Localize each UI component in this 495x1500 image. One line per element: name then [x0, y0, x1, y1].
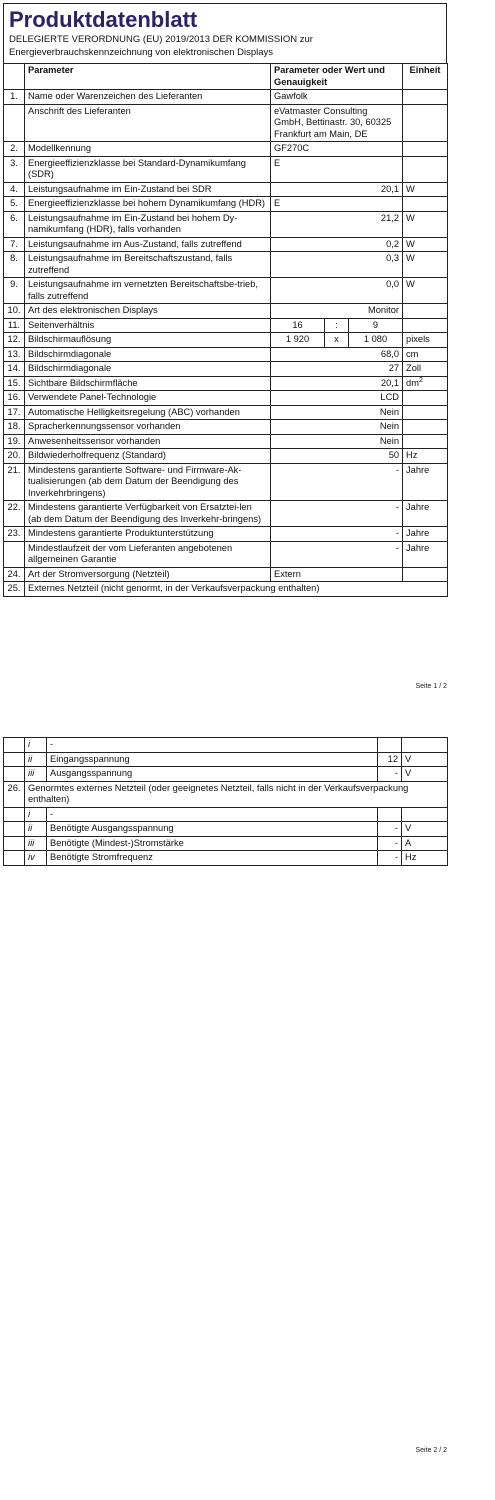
table-row [4, 391, 448, 406]
title-box [3, 3, 447, 63]
row-num: 5. [4, 197, 25, 212]
row-unit [403, 434, 448, 449]
unit-superscript: 2 [418, 376, 423, 384]
row-separator: x [325, 333, 349, 348]
row-unit: V [402, 767, 448, 782]
row-label: Energieeffizienzklasse bei hohem Dynamikumfang (HDR) [25, 197, 271, 212]
row-label: Eingangsspannung [47, 752, 378, 767]
table-row [4, 541, 448, 567]
row-value: eVatmaster Consulting GmbH, Bettinastr. 30, 60325 Frankfurt am Main, DE [271, 104, 403, 142]
row-label: Anschrift des Lieferanten [25, 104, 271, 142]
row-value: E [271, 156, 403, 182]
row-unit [403, 405, 448, 420]
row-value [378, 807, 402, 822]
table-row [4, 781, 448, 807]
header-param: Parameter [25, 64, 271, 90]
row-unit [402, 807, 448, 822]
row-unit: cm [403, 347, 448, 362]
row-num [4, 104, 25, 142]
row-value: E [271, 197, 403, 212]
row-value: GF270C [271, 142, 403, 157]
page-footer-2: Seite 2 / 2 [415, 1447, 447, 1454]
header-value: Parameter oder Wert und Genauigkeit [271, 64, 403, 90]
row-label: Leistungsaufnahme im Aus-Zustand, falls zutreffend [25, 237, 271, 252]
row-label: Benötigte Ausgangsspannung [47, 822, 378, 837]
row-num: 14. [4, 362, 25, 377]
row-num: 25. [4, 582, 25, 597]
row-value: Nein [271, 405, 403, 420]
row-label: Leistungsaufnahme im vernetzten Bereitschaftsbe-trieb, falls zutreffend [25, 278, 271, 304]
row-num: 21. [4, 463, 25, 501]
row-unit [403, 420, 448, 435]
table-row [4, 252, 448, 278]
table-row [4, 333, 448, 348]
row-label: Benötigte (Mindest-)Stromstärke [47, 836, 378, 851]
row-num: 11. [4, 318, 25, 333]
row-num: 3. [4, 156, 25, 182]
row-value: Nein [271, 420, 403, 435]
table-row [4, 156, 448, 182]
header-unit: Einheit [403, 64, 448, 90]
row-num: 7. [4, 237, 25, 252]
row-num: 6. [4, 211, 25, 237]
row-unit [403, 104, 448, 142]
row-num: 17. [4, 405, 25, 420]
row-value: 21,2 [271, 211, 403, 237]
table-row [4, 278, 448, 304]
row-value: - [271, 541, 403, 567]
row-label: Bildschirmauflösung [25, 333, 271, 348]
table-row [4, 582, 448, 597]
row-unit: Hz [403, 449, 448, 464]
row-value-2: 9 [349, 318, 403, 333]
row-value: - [271, 527, 403, 542]
row-sub-index: ii [25, 752, 47, 767]
row-unit: W [403, 252, 448, 278]
row-sub-index: iii [25, 836, 47, 851]
intro-line-2: Energieverbrauchskennzeichnung von elektronischen Displays [9, 47, 274, 58]
row-label: Bildwiederholfrequenz (Standard) [25, 449, 271, 464]
table-row [4, 449, 448, 464]
row-value: - [271, 463, 403, 501]
row-label: Ausgangsspannung [47, 767, 378, 782]
table-row [4, 237, 448, 252]
row-unit: Zoll [403, 362, 448, 377]
row-label: Bildschirmdiagonale [25, 347, 271, 362]
row-label: Art der Stromversorgung (Netzteil) [25, 567, 271, 582]
row-unit: pixels [403, 333, 448, 348]
table-row [4, 347, 448, 362]
row-num: 1. [4, 90, 25, 105]
row-unit: W [403, 211, 448, 237]
page-2 [3, 737, 447, 1497]
row-unit [403, 318, 448, 333]
row-unit: A [402, 836, 448, 851]
row-value: Gawfolk [271, 90, 403, 105]
table-row [4, 501, 448, 527]
row-label: - [47, 738, 378, 753]
table-row [4, 822, 448, 837]
row-label: Mindestens garantierte Software- und Firmware-Ak-tualisierungen (ab dem Datum der Beendigung des Inverkehrbringens) [25, 463, 271, 501]
row-label: Mindestens garantierte Produktunterstützung [25, 527, 271, 542]
data-table-page-2 [3, 737, 448, 866]
row-num [4, 822, 25, 837]
row-unit: V [402, 822, 448, 837]
row-label: Mindestlaufzeit der vom Lieferanten angebotenen allgemeinen Garantie [25, 541, 271, 567]
row-value: Extern [271, 567, 403, 582]
row-unit [403, 197, 448, 212]
row-unit: W [403, 182, 448, 197]
row-unit: W [403, 278, 448, 304]
row-value-1: 16 [271, 318, 325, 333]
row-sub-index: ii [25, 822, 47, 837]
table-row [4, 807, 448, 822]
row-label: Anwesenheitssensor vorhanden [25, 434, 271, 449]
row-num: 4. [4, 182, 25, 197]
table-row [4, 104, 448, 142]
row-label: Spracherkennungssensor vorhanden [25, 420, 271, 435]
row-num [4, 738, 25, 753]
row-num: 19. [4, 434, 25, 449]
row-label: Genormtes externes Netzteil (oder geeignetes Netzteil, falls nicht in der Verkaufsverpackung enthalten) [25, 781, 448, 807]
row-label: Benötigte Stromfrequenz [47, 851, 378, 866]
table-row [4, 405, 448, 420]
row-num [4, 807, 25, 822]
table-row [4, 767, 448, 782]
table-row [4, 90, 448, 105]
row-num: 9. [4, 278, 25, 304]
row-num: 13. [4, 347, 25, 362]
row-value-2: 1 080 [349, 333, 403, 348]
row-unit: Jahre [403, 463, 448, 501]
row-label: Sichtbare Bildschirmfläche [25, 376, 271, 391]
page-1 [3, 3, 447, 693]
row-value: - [378, 836, 402, 851]
row-unit: Hz [402, 851, 448, 866]
table-row [4, 182, 448, 197]
row-num [4, 752, 25, 767]
table-row [4, 211, 448, 237]
unit-base: dm [406, 377, 419, 388]
row-label: Seitenverhältnis [25, 318, 271, 333]
row-label: Automatische Helligkeitsregelung (ABC) vorhanden [25, 405, 271, 420]
row-unit: Jahre [403, 501, 448, 527]
row-sub-index: iv [25, 851, 47, 866]
row-num [4, 767, 25, 782]
row-num: 8. [4, 252, 25, 278]
table-header [4, 64, 448, 90]
row-value: - [271, 501, 403, 527]
row-value: 20,1 [271, 182, 403, 197]
row-value: Nein [271, 434, 403, 449]
table-row [4, 142, 448, 157]
row-value: 20,1 [271, 376, 403, 391]
row-num: 16. [4, 391, 25, 406]
row-num: 20. [4, 449, 25, 464]
table-row [4, 836, 448, 851]
row-unit: Jahre [403, 527, 448, 542]
table-row [4, 434, 448, 449]
document-title: Produktdatenblatt [9, 7, 198, 32]
row-value [378, 738, 402, 753]
row-num: 22. [4, 501, 25, 527]
row-num: 18. [4, 420, 25, 435]
row-label: Leistungsaufnahme im Bereitschaftszustand, falls zutreffend [25, 252, 271, 278]
table-row [4, 376, 448, 391]
row-unit: W [403, 237, 448, 252]
row-unit [403, 391, 448, 406]
data-table-page-1 [3, 63, 448, 597]
row-label: - [47, 807, 378, 822]
row-value: 50 [271, 449, 403, 464]
row-label: Energieeffizienzklasse bei Standard-Dynamikumfang (SDR) [25, 156, 271, 182]
page-footer-1: Seite 1 / 2 [415, 683, 447, 690]
row-label: Art des elektronischen Displays [25, 304, 271, 319]
table-row [4, 463, 448, 501]
table-row [4, 738, 448, 753]
row-unit [403, 567, 448, 582]
row-label: Leistungsaufnahme im Ein-Zustand bei hohem Dy-namikumfang (HDR), falls vorhanden [25, 211, 271, 237]
row-num: 10. [4, 304, 25, 319]
row-label: Externes Netzteil (nicht genormt, in der Verkaufsverpackung enthalten) [25, 582, 448, 597]
row-value: - [378, 851, 402, 866]
header-num [4, 64, 25, 90]
table-row [4, 318, 448, 333]
row-unit [403, 376, 448, 391]
row-num [4, 836, 25, 851]
row-value: - [378, 767, 402, 782]
row-sub-index: iii [25, 767, 47, 782]
row-label: Modellkennung [25, 142, 271, 157]
row-value: Monitor [271, 304, 403, 319]
row-unit [403, 156, 448, 182]
table-row [4, 527, 448, 542]
row-label: Leistungsaufnahme im Ein-Zustand bei SDR [25, 182, 271, 197]
row-unit: V [402, 752, 448, 767]
row-num: 24. [4, 567, 25, 582]
row-sub-index: i [25, 807, 47, 822]
row-num: 15. [4, 376, 25, 391]
table-row [4, 567, 448, 582]
table-row [4, 420, 448, 435]
row-unit [402, 738, 448, 753]
row-label: Mindestens garantierte Verfügbarkeit von Ersatztei-len (ab dem Datum der Beendigung des Inverkehr-bringens) [25, 501, 271, 527]
row-label: Bildschirmdiagonale [25, 362, 271, 377]
row-num: 12. [4, 333, 25, 348]
table-row [4, 304, 448, 319]
row-unit: Jahre [403, 541, 448, 567]
row-num: 23. [4, 527, 25, 542]
row-value-1: 1 920 [271, 333, 325, 348]
row-unit [403, 90, 448, 105]
row-value: 0,0 [271, 278, 403, 304]
row-value: 68,0 [271, 347, 403, 362]
intro-line-1: DELEGIERTE VERORDNUNG (EU) 2019/2013 DER KOMMISSION zur [9, 34, 313, 45]
row-label: Verwendete Panel-Technologie [25, 391, 271, 406]
row-num [4, 541, 25, 567]
table-row [4, 197, 448, 212]
row-value: 0,2 [271, 237, 403, 252]
row-value: - [378, 822, 402, 837]
row-unit [403, 142, 448, 157]
row-label: Name oder Warenzeichen des Lieferanten [25, 90, 271, 105]
row-num: 26. [4, 781, 25, 807]
table-row [4, 362, 448, 377]
row-num [4, 851, 25, 866]
row-separator: : [325, 318, 349, 333]
row-value: 0,3 [271, 252, 403, 278]
row-sub-index: i [25, 738, 47, 753]
table-row [4, 851, 448, 866]
row-unit [403, 304, 448, 319]
row-value: 27 [271, 362, 403, 377]
row-num: 2. [4, 142, 25, 157]
table-row [4, 752, 448, 767]
row-value: LCD [271, 391, 403, 406]
row-value: 12 [378, 752, 402, 767]
